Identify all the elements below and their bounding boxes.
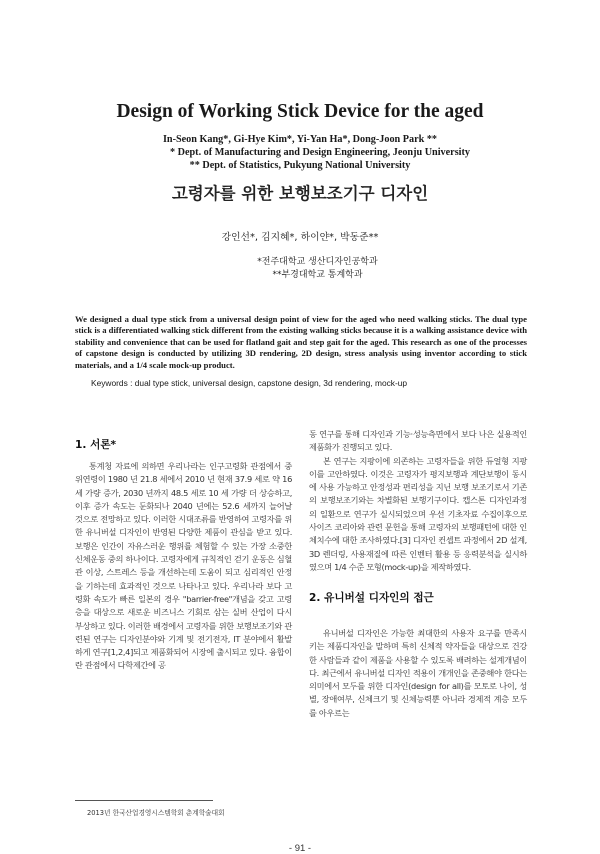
intro-continuation: 동 연구를 통해 디자인과 기능·성능측면에서 보다 나은 실용적인 제품화가 진행되고 있다. — [309, 429, 527, 453]
footnote-divider — [75, 800, 213, 801]
authors-english — [0, 133, 600, 172]
abstract: We designed a dual type stick from a universal design point of view for the aged who need walking sticks. The dual type stick is a differentiated walking stick different from the existing walking sticks because it is a walking assistance device with stability and convenience that can be used for flatland gait and step gait for the aged. This research as one of the processes of capstone design is conducted by utilizing 3D rendering, 2D design, stress analysis using inventor according to stick materials, and a 1/4 scale mock-up product. — [75, 314, 527, 370]
section-heading-intro: 1. 서론* — [75, 439, 117, 451]
right-column-bottom — [309, 627, 527, 720]
footnote: 2013년 한국산업경영시스템학회 춘계학술대회 — [87, 809, 225, 817]
affiliation-ko-1: *전주대학교 생산디자인공학과 — [257, 257, 378, 267]
right-column-top — [309, 428, 527, 574]
intro-paragraph: 통계청 자료에 의하면 우리나라는 인구고령화 관점에서 중위연령이 1980 년 21.8 세에서 2010 년 현재 37.9 세로 약 16 세 가량 증가, 2030 년까지 48.5 세로 10 세 가량 더 상승하고, 이후 증가 속도는 둔화되나 2040 년에는 52.6 세까지 늘어날 것으로 전망하고 있다. 이러한 시대조류를 반영하여 고령자를 위한 유니버설 디자인이 반영된 다양한 제품이 관심을 받고 있다. 보행은 인간이 자유스러운 행위를 체험할 수 있는 가장 소중한 신체운동 중의 하나이다. 고령자에게 규칙적인 걷기 운동은 심혈관 이상, 스트레스 등을 개선하는데 도움이 되고 심리적인 안정을 기하는데 효과적인 것으로 나타나고 있다. 우리나라 보다 고령화 속도가 빠른 일본의 경우 "barrier-free"개념을 갖고 고령층을 대상으로 새로운 비즈니스 기회로 삼는 실버 산업이 다시 부상하고 있다. 이러한 배경에서 고령자를 위한 보행보조기와 관련된 연구는 디자인분야와 기계 및 전기전자, IT 분야에서 활발하게 연구[1,2,4]되고 제품화되어 시장에 출시되고 있다. 융합이란 관점에서 다학제간에 공 — [75, 461, 292, 671]
paper-title: Design of Working Stick Device for the aged — [116, 101, 484, 122]
affiliation-2: ** Dept. of Statistics, Pukyung National University — [189, 160, 411, 171]
authors-korean: 강인선*, 김지혜*, 하이얀*, 박동준** — [221, 232, 379, 243]
left-column — [75, 460, 292, 673]
page-number: - 91 - — [288, 843, 312, 854]
affiliation-1: * Dept. of Manufacturing and Design Engineering, Jeonju University — [170, 147, 470, 158]
keywords: Keywords : dual type stick, universal design, capstone design, 3d rendering, mock-up — [91, 378, 408, 388]
section-heading-universal-design: 2. 유니버설 디자인의 접근 — [309, 592, 434, 604]
research-paragraph: 본 연구는 지팡이에 의존하는 고령자들을 위한 듀얼형 지팡이를 고안하였다. 이것은 고령자가 평지보행과 계단보행이 동시에 사용 가능하고 안정성과 편리성을 지닌 보행 보조기로서 기존의 보행보조기와는 차별화된 보행기구이다. 캡스톤 디자인과정의 일환으로 연구가 실시되었으며 우선 기초자료 수집이후으로 사이즈 코리아와 관련 문헌을 통해 고령자의 보행패턴에 대한 인체치수에 대한 조사하였다.[3] 디자인 컨셉트 과정에서 2D 설계, 3D 렌더링, 사용재질에 따른 인벤터 활용 등 응력분석을 실시하였으며 1/4 수준 모형(mock-up)을 제작하였다. — [309, 455, 527, 572]
affiliations-korean — [0, 256, 600, 282]
author-list: In-Seon Kang*, Gi-Hye Kim*, Yi-Yan Ha*, Dong-Joon Park ** — [162, 134, 438, 145]
affiliation-ko-2: **부경대학교 통계학과 — [272, 270, 363, 280]
korean-title: 고령자를 위한 보행보조기구 디자인 — [171, 184, 429, 203]
universal-design-paragraph: 유니버설 디자인은 가능한 최대한의 사용자 요구를 만족시키는 제품디자인을 말하며 특히 신체적 약자들을 대상으로 건강한 사람들과 같이 제품을 사용할 수 있도록 배려하는 설계개념이다. 최근에서 유니버설 디자인 적용이 개개인을 존중해야 한다는 의미에서 모두를 위한 디자인(design for all)를 모토로 나이, 성별, 장애여부, 신체크기 및 신체능력뿐 아니라 경제적 계층 모두를 아우르는 — [309, 628, 527, 718]
